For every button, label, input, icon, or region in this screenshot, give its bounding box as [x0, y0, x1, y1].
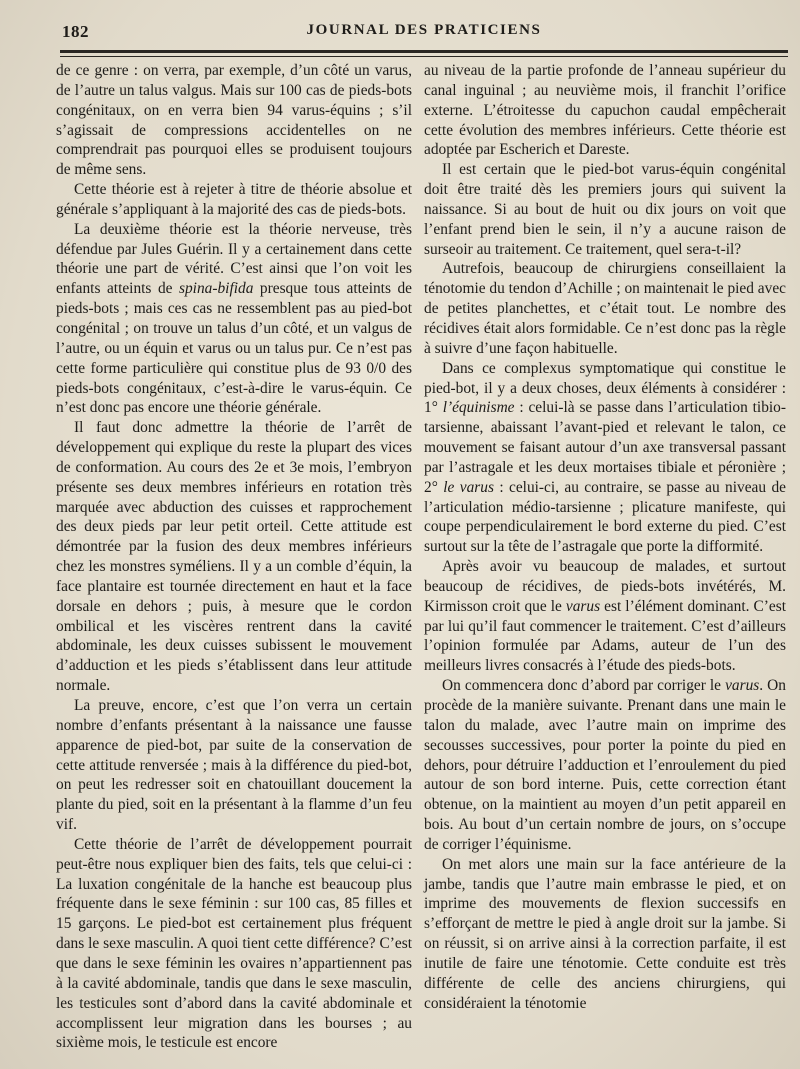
- page-header: [62, 22, 786, 44]
- text-run: On commencera donc d’abord par corriger le: [442, 677, 726, 695]
- text-run: : celui-ci, au contraire, se passe au niveau de l’articulation médio-tarsienne ; plicature manifeste, qui coupe perpendiculairement le bord externe du pied. C’est surtout sur la tête de l’astragale que porte la difformité.: [424, 478, 786, 556]
- italic-term: spina-bifida: [179, 280, 254, 298]
- paragraph: Il est certain que le pied-bot varus-équin congénital doit être traité dès les premiers jours qui suivent la naissance. Si au bout de huit ou dix jours on voit que l’enfant prend bien le sein, il n’y a aucune raison de surseoir au traitement. Ce traitement, quel sera-t-il?: [424, 161, 786, 258]
- header-rule-thick: [60, 50, 788, 53]
- text-run: presque tous atteints de pieds-bots ; mais ces cas ne ressemblent pas au pied-bot congénital ; on trouve un talus d’un côté, et un valgus de l’autre, ou un équin et varus ou un talus pur. Ce n’est pas cette forme particulière qui constitue plus de 93 0/0 des pieds-bots congénitaux, c’est-à-dire le varus-équin. Ce n’est donc pas encore une théorie générale.: [56, 280, 412, 417]
- running-title: JOURNAL DES PRATICIENS: [306, 22, 542, 38]
- text-run: Dans ce complexus symptomatique qui constitue le pied-bot, il y a deux choses, deux éléments à considérer : 1°: [424, 359, 786, 417]
- paragraph: La preuve, encore, c’est que l’on verra un certain nombre d’enfants présentant à la naissance une fausse apparence de pied-bot, par suite de la conservation de cette attitude renversée ; mais à la différence du pied-bot, on peut les redresser soit en chatouillant doucement la plante du pied, soit en la présentant à la flamme d’un feu vif.: [56, 697, 412, 834]
- text-run: : celui-là se passe dans l’articulation tibio-tarsienne, abaissant l’avant-pied et relevant le talon, ce mouvement se faisant autour d’un axe transversal passant par l’astragale et les deux mortaises tibiale et péronière ; 2°: [424, 399, 786, 496]
- paragraph: Cette théorie de l’arrêt de développement pourrait peut-être nous expliquer bien des faits, tels que celui-ci : La luxation congénitale de la hanche est beaucoup plus fréquente dans le sexe féminin : sur 100 cas, 85 filles et 15 garçons. Le pied-bot est certainement plus fréquent dans le sexe masculin. A quoi tient cette différence? C’est que dans le sexe féminin les ovaires n’appartiennent pas à la cavité abdominale, tandis que dans le sexe masculin, les testicules sont d’abord dans la cavité abdominale et accomplissent leur migration dans les bourses ; au sixième mois, le testicule est encore: [56, 835, 412, 1052]
- right-column: [424, 61, 786, 1014]
- paragraph: de ce genre : on verra, par exemple, d’un côté un varus, de l’autre un talus valgus. Mais sur 100 cas de pieds-bots congénitaux, on en verra bien 94 varus-équins ; s’il s’agissait de compressions accidentelles on ne comprendrait pas pourquoi elles se produisent toujours de même sens.: [56, 62, 412, 179]
- paragraph: [424, 676, 786, 855]
- header-rule-thin: [60, 56, 788, 57]
- paragraph: au niveau de la partie profonde de l’anneau supérieur du canal inguinal ; au neuvième mois, il franchit l’orifice externe. L’étroitesse du capuchon caudal empêcherait cette évolution des membres inférieurs. Cette théorie est adoptée par Escherich et Dareste.: [424, 62, 786, 159]
- text-run: est l’élément dominant. C’est par lui qu’il faut commencer le traitement. C’est d’ailleurs l’opinion formulée par Adams, auteur de l’un des meilleurs livres consacrés à l’étude des pieds-bots.: [424, 597, 786, 675]
- paragraph: [424, 557, 786, 676]
- left-column: [56, 61, 412, 1053]
- italic-term: varus: [565, 597, 601, 615]
- italic-term: l’équinisme: [442, 399, 515, 417]
- paragraph: Il faut donc admettre la théorie de l’arrêt de développement qui explique du reste la plupart des vices de conformation. Au cours des 2e et 3e mois, l’embryon présente ses deux membres inférieurs en rotation très marquée avec abduction des cuisses et rapprochement des deux pieds par leur petit orteil. Cette attitude est démontrée par la fusion des deux membres inférieurs chez les monstres syméliens. Il y a un comble d’équin, la face plantaire est tournée directement en haut et la face dorsale en dehors ; puis, à mesure que le cordon ombilical et les viscères rentrent dans la cavité abdominale, les deux cuisses subissent le mouvement d’adduction et les pieds s’établissent dans leur attitude normale.: [56, 419, 412, 695]
- paragraph: Autrefois, beaucoup de chirurgiens conseillaient la ténotomie du tendon d’Achille ; on maintenait le pied avec de petites planchettes, et c’était tout. Le nombre des récidives était alors formidable. Ce n’est donc pas la règle à suivre d’une façon habituelle.: [424, 260, 786, 357]
- text-run: La deuxième théorie est la théorie nerveuse, très défendue par Jules Guérin. Il y a certainement dans cette théorie une part de vérité. C’est ainsi que l’on voit les enfants atteints de: [56, 220, 412, 298]
- paragraph: [56, 220, 412, 418]
- paragraph: [424, 359, 786, 557]
- text-run: Après avoir vu beaucoup de malades, et surtout beaucoup de récidives, de pieds-bots invétérés, M. Kirmisson croit que le: [424, 558, 786, 615]
- paragraph: On met alors une main sur la face antérieure de la jambe, tandis que l’autre main embrasse le pied, et on imprime des mouvements de flexion successifs en s’efforçant de mettre le pied à angle droit sur la jambe. Si on réussit, si on arrive ainsi à la correction parfaite, il est inutile de faire une ténotomie. Cette conduite est très différente de celle des anciens chirurgiens, qui considéraient la ténotomie: [424, 855, 786, 1012]
- page-number: 182: [62, 22, 89, 41]
- paragraph: Cette théorie est à rejeter à titre de théorie absolue et générale s’appliquant à la majorité des cas de pieds-bots.: [56, 181, 412, 218]
- italic-term: varus: [725, 677, 760, 695]
- italic-term: le varus: [443, 478, 494, 496]
- text-run: . On procède de la manière suivante. Prenant dans une main le talon du malade, avec l’autre main on imprime des secousses successives, pour porter la pointe du pied en dehors, pour détruire l’adduction et l’enroulement du pied autour de son bord interne. Puis, cette correction étant obtenue, on la maintient au moyen d’un petit appareil en bois. Au bout d’un certain nombre de jours, on s’occupe de corriger l’équinisme.: [424, 677, 786, 853]
